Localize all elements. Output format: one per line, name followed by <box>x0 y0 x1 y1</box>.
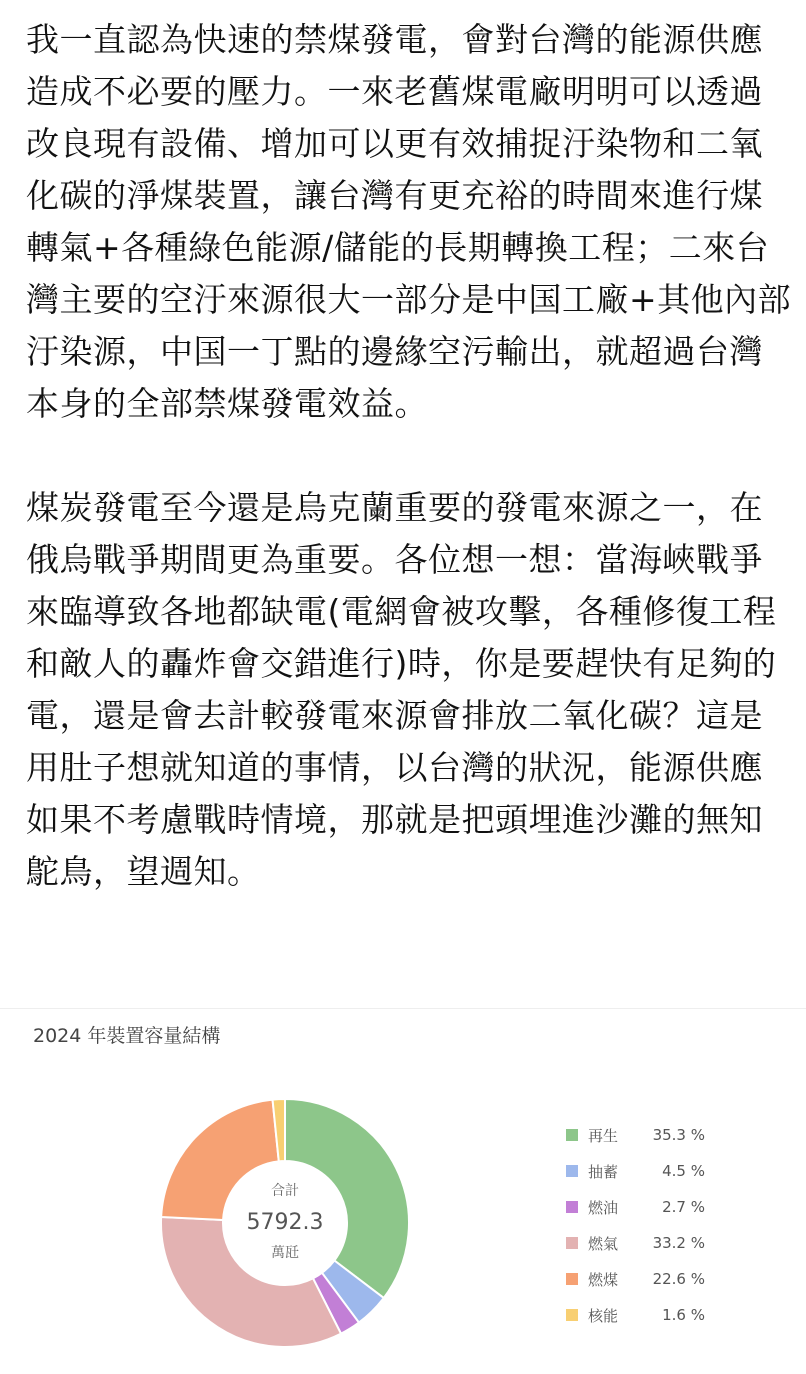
chart-image <box>0 1008 806 1374</box>
center-label: 合計 <box>271 1183 299 1199</box>
chart-title: 2024 年裝置容量結構 <box>33 1025 221 1047</box>
legend-swatch <box>566 1165 578 1177</box>
legend-value: 35.3 % <box>652 1126 705 1144</box>
legend-label: 再生 <box>588 1126 619 1145</box>
legend-label: 燃煤 <box>588 1270 619 1289</box>
post-paragraph-2: 煤炭發電至今還是烏克蘭重要的發電來源之一，在俄烏戰爭期間更為重要。各位想一想：當海峽戰爭來臨導致各地都缺電(電網會被攻擊，各種修復工程和敵人的轟炸會交錯進行)時，你是要趕快有足夠的電，還是會去計較發電來源會排放二氧化碳？這是用肚子想就知道的事情，以台灣的狀況，能源供應如果不考慮戰時情境，那就是把頭埋進沙灘的無知鴕鳥，望週知。 <box>26 488 777 891</box>
donut-slice-4 <box>161 1217 341 1347</box>
donut-slice-1 <box>285 1099 409 1298</box>
legend-swatch <box>566 1237 578 1249</box>
legend-label: 燃油 <box>588 1198 619 1217</box>
legend-item-3 <box>566 1189 766 1225</box>
legend-swatch <box>566 1129 578 1141</box>
legend-item-6 <box>566 1297 766 1333</box>
legend-value: 4.5 % <box>662 1162 705 1180</box>
legend-item-2 <box>566 1153 766 1189</box>
legend-item-1 <box>566 1117 766 1153</box>
donut-slice-5 <box>161 1100 279 1220</box>
center-value: 5792.3 <box>246 1210 324 1235</box>
chart-legend <box>566 1117 766 1333</box>
legend-value: 22.6 % <box>652 1270 705 1288</box>
center-unit: 萬瓩 <box>271 1245 299 1261</box>
legend-value: 2.7 % <box>662 1198 705 1216</box>
legend-item-4 <box>566 1225 766 1261</box>
legend-label: 燃氣 <box>588 1234 619 1253</box>
post-paragraph-1: 我一直認為快速的禁煤發電，會對台灣的能源供應造成不必要的壓力。一來老舊煤電廠明明可以透過改良現有設備、增加可以更有效捕捉汙染物和二氧化碳的淨煤裝置，讓台灣有更充裕的時間來進行煤轉氣+各種綠色能源/儲能的長期轉換工程；二來台灣主要的空汙來源很大一部分是中国工廠+其他內部汙染源，中国一丁點的邊緣空污輸出，就超過台灣本身的全部禁煤發電效益。 <box>26 20 792 423</box>
legend-value: 33.2 % <box>652 1234 705 1252</box>
legend-label: 抽蓄 <box>588 1162 619 1181</box>
legend-item-5 <box>566 1261 766 1297</box>
legend-value: 1.6 % <box>662 1306 705 1324</box>
legend-swatch <box>566 1309 578 1321</box>
post-body <box>26 14 796 898</box>
legend-swatch <box>566 1201 578 1213</box>
legend-label: 核能 <box>588 1306 619 1325</box>
legend-swatch <box>566 1273 578 1285</box>
